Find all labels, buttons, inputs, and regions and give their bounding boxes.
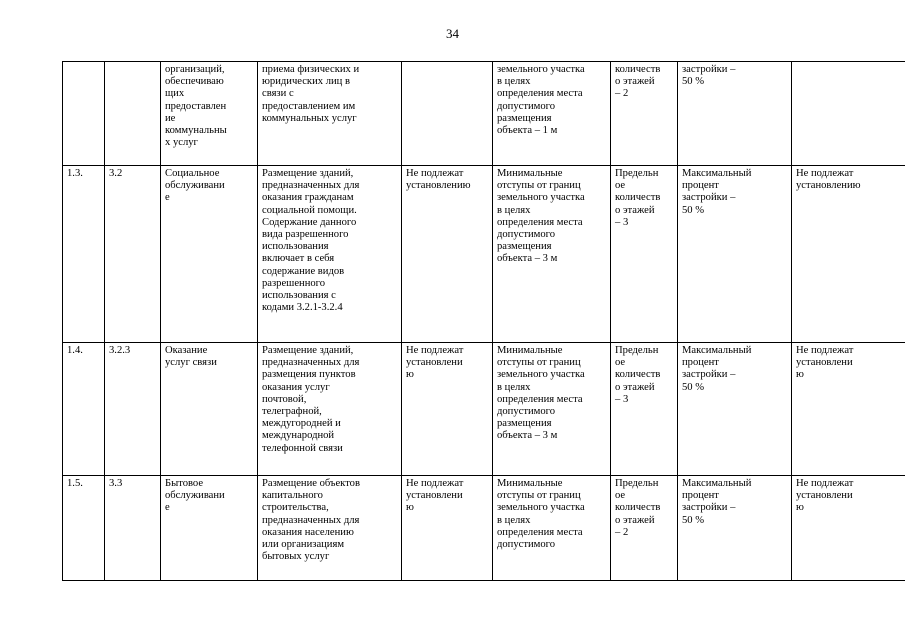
cell-text-line: размещения — [497, 418, 552, 430]
cell-text-line: Не подлежат — [406, 478, 464, 489]
cell-text-line: в целях — [497, 76, 531, 88]
cell-row-number — [63, 476, 105, 581]
cell-text-line: определения места — [497, 526, 583, 538]
cell-text-line: ое — [615, 180, 626, 192]
cell-code — [105, 166, 161, 343]
cell-text-line: допустимого — [497, 100, 556, 112]
cell-text-line: 50 % — [682, 204, 705, 216]
cell-text-line: застройки – — [682, 192, 736, 204]
cell-text-line: объекта – 3 м — [497, 430, 558, 442]
cell-text-line: определения места — [497, 88, 583, 100]
cell-text-line: Предельн — [615, 478, 659, 489]
cell-text-line: Предельн — [615, 345, 659, 356]
cell-description — [258, 166, 402, 343]
cell-text-line: установлению — [406, 180, 471, 192]
cell-text-line: земельного участка — [497, 369, 585, 381]
cell-max-floors — [611, 476, 678, 581]
cell-description — [258, 62, 402, 166]
cell-text-line: Максимальный — [682, 345, 752, 356]
table-row — [63, 476, 905, 581]
cell-text-line: отступы от границ — [497, 490, 581, 502]
cell-row-number — [63, 166, 105, 343]
cell-text-line: в целях — [497, 381, 531, 393]
cell-other-params — [792, 166, 905, 343]
cell-text-line: коммунальных услуг — [262, 112, 357, 124]
cell-text-line: Размещение зданий, — [262, 345, 354, 356]
table-row — [63, 343, 905, 476]
cell-text-line: е — [165, 192, 170, 204]
cell-text-line: организаций, — [165, 64, 225, 75]
cell-text-line: количеств — [615, 64, 661, 75]
cell-text-line: ю — [796, 502, 804, 514]
cell-text-line: обеспечиваю — [165, 76, 224, 88]
cell-text-line: строительства, — [262, 502, 329, 514]
cell-text-line: о этажей — [615, 381, 655, 393]
cell-text-line: междугородней и — [262, 418, 341, 430]
cell-other-params — [792, 343, 905, 476]
cell-text-line: – 2 — [615, 526, 629, 538]
cell-text-line: Не подлежат — [406, 345, 464, 356]
cell-text-line: 1.4. — [67, 345, 83, 356]
cell-text-line: телеграфной, — [262, 406, 322, 418]
cell-text-line: бытовых услуг — [262, 551, 330, 563]
cell-text-line: количеств — [615, 192, 661, 204]
cell-description — [258, 343, 402, 476]
cell-text-line: определения места — [497, 216, 583, 228]
cell-text-line: Бытовое — [165, 478, 204, 489]
cell-description — [258, 476, 402, 581]
cell-text-line: процент — [682, 357, 719, 369]
cell-text-line: процент — [682, 490, 719, 502]
cell-text-line: – 3 — [615, 216, 629, 228]
cell-text-line: связи с — [262, 88, 294, 100]
cell-text-line: размещения — [497, 241, 552, 253]
cell-text-line: Максимальный — [682, 168, 752, 179]
cell-row-number — [63, 343, 105, 476]
cell-text-line: количеств — [615, 369, 661, 381]
cell-text-line: установлени — [406, 357, 463, 369]
cell-text-line: отступы от границ — [497, 180, 581, 192]
cell-setbacks — [493, 476, 611, 581]
cell-text-line: ю — [406, 502, 414, 514]
cell-text-line: обслуживани — [165, 490, 225, 502]
cell-text-line: 1.3. — [67, 168, 83, 179]
cell-text-line: 1.5. — [67, 478, 83, 489]
cell-text-line: земельного участка — [497, 64, 585, 75]
page-number: 34 — [446, 26, 459, 41]
cell-max-floors — [611, 343, 678, 476]
cell-text-line: земельного участка — [497, 502, 585, 514]
cell-use-type — [161, 476, 258, 581]
cell-code — [105, 62, 161, 166]
cell-text-line: определения места — [497, 393, 583, 405]
cell-text-line: ю — [796, 369, 804, 381]
cell-text-line: Минимальные — [497, 168, 563, 179]
cell-text-line: о этажей — [615, 76, 655, 88]
cell-text-line: Содержание данного — [262, 216, 357, 228]
cell-text-line: или организациям — [262, 539, 345, 551]
cell-text-line: х услуг — [165, 137, 198, 149]
cell-max-coverage — [678, 62, 792, 166]
cell-text-line: объекта – 1 м — [497, 125, 558, 137]
cell-text-line: почтовой, — [262, 393, 307, 405]
cell-min-plot-size — [402, 476, 493, 581]
cell-other-params — [792, 62, 905, 166]
cell-text-line: размещения — [497, 112, 552, 124]
cell-text-line: 50 % — [682, 76, 705, 88]
cell-setbacks — [493, 343, 611, 476]
table-row — [63, 166, 905, 343]
cell-text-line: Не подлежат — [796, 168, 854, 179]
cell-text-line: Не подлежат — [796, 478, 854, 489]
cell-use-type — [161, 62, 258, 166]
cell-text-line: содержание видов — [262, 265, 345, 277]
cell-code — [105, 343, 161, 476]
cell-text-line: международной — [262, 430, 335, 442]
cell-text-line: объекта – 3 м — [497, 253, 558, 265]
cell-text-line: допустимого — [497, 539, 556, 551]
cell-max-coverage — [678, 343, 792, 476]
land-use-regulations-table — [62, 61, 905, 581]
cell-text-line: вида разрешенного — [262, 229, 349, 241]
cell-text-line: предоставлением им — [262, 100, 356, 112]
cell-text-line: предназначенных для — [262, 514, 360, 526]
cell-text-line: застройки – — [682, 502, 736, 514]
cell-text-line: Размещение зданий, — [262, 168, 354, 179]
cell-text-line: установлени — [796, 490, 853, 502]
table-row — [63, 62, 905, 166]
cell-text-line: Размещение объектов — [262, 478, 360, 489]
cell-max-coverage — [678, 166, 792, 343]
cell-text-line: допустимого — [497, 229, 556, 241]
cell-min-plot-size — [402, 343, 493, 476]
cell-text-line: ие — [165, 112, 176, 124]
cell-text-line: юридических лиц в — [262, 76, 350, 88]
cell-min-plot-size — [402, 166, 493, 343]
cell-text-line: 50 % — [682, 514, 705, 526]
cell-text-line: допустимого — [497, 406, 556, 418]
cell-text-line: 3.2 — [109, 168, 123, 179]
cell-text-line: услуг связи — [165, 357, 217, 369]
cell-text-line: ое — [615, 490, 626, 502]
cell-text-line: застройки – — [682, 369, 736, 381]
cell-text-line: 50 % — [682, 381, 705, 393]
cell-text-line: Социальное — [165, 168, 220, 179]
cell-text-line: е — [165, 502, 170, 514]
cell-text-line: установлени — [796, 357, 853, 369]
cell-text-line: капитального — [262, 490, 323, 502]
cell-max-coverage — [678, 476, 792, 581]
cell-text-line: Оказание — [165, 345, 208, 356]
cell-text-line: Не подлежат — [406, 168, 464, 179]
cell-text-line: телефонной связи — [262, 442, 343, 454]
cell-text-line: установлению — [796, 180, 861, 192]
cell-text-line: – 3 — [615, 393, 629, 405]
cell-text-line: застройки – — [682, 64, 736, 75]
cell-text-line: Минимальные — [497, 478, 563, 489]
cell-text-line: Не подлежат — [796, 345, 854, 356]
cell-text-line: использования — [262, 241, 329, 253]
cell-text-line: Максимальный — [682, 478, 752, 489]
cell-text-line: Минимальные — [497, 345, 563, 356]
cell-text-line: оказания населению — [262, 526, 354, 538]
cell-code — [105, 476, 161, 581]
cell-text-line: включает в себя — [262, 253, 335, 265]
cell-min-plot-size — [402, 62, 493, 166]
cell-use-type — [161, 343, 258, 476]
cell-text-line: коммунальны — [165, 125, 227, 137]
cell-text-line: предназначенных для — [262, 180, 360, 192]
cell-text-line: щих — [165, 88, 185, 100]
cell-text-line: ое — [615, 357, 626, 369]
cell-setbacks — [493, 62, 611, 166]
cell-text-line: оказания гражданам — [262, 192, 354, 204]
cell-text-line: установлени — [406, 490, 463, 502]
cell-text-line: о этажей — [615, 514, 655, 526]
cell-text-line: разрешенного — [262, 277, 326, 289]
cell-other-params — [792, 476, 905, 581]
cell-text-line: количеств — [615, 502, 661, 514]
cell-text-line: – 2 — [615, 88, 629, 100]
cell-text-line: в целях — [497, 204, 531, 216]
cell-max-floors — [611, 62, 678, 166]
cell-text-line: 3.3 — [109, 478, 123, 489]
cell-text-line: приема физических и — [262, 64, 360, 75]
cell-setbacks — [493, 166, 611, 343]
cell-text-line: социальной помощи. — [262, 204, 357, 216]
cell-text-line: ю — [406, 369, 414, 381]
table-body — [63, 62, 905, 581]
cell-text-line: 3.2.3 — [109, 345, 131, 356]
cell-text-line: в целях — [497, 514, 531, 526]
cell-row-number — [63, 62, 105, 166]
cell-max-floors — [611, 166, 678, 343]
cell-text-line: оказания услуг — [262, 381, 330, 393]
cell-text-line: о этажей — [615, 204, 655, 216]
cell-text-line: процент — [682, 180, 719, 192]
cell-text-line: предоставлен — [165, 100, 227, 112]
cell-text-line: размещения пунктов — [262, 369, 356, 381]
cell-text-line: отступы от границ — [497, 357, 581, 369]
cell-text-line: использования с — [262, 290, 336, 302]
cell-text-line: предназначенных для — [262, 357, 360, 369]
cell-text-line: земельного участка — [497, 192, 585, 204]
cell-text-line: Предельн — [615, 168, 659, 179]
cell-text-line: обслуживани — [165, 180, 225, 192]
cell-text-line: кодами 3.2.1-3.2.4 — [262, 302, 343, 314]
cell-use-type — [161, 166, 258, 343]
